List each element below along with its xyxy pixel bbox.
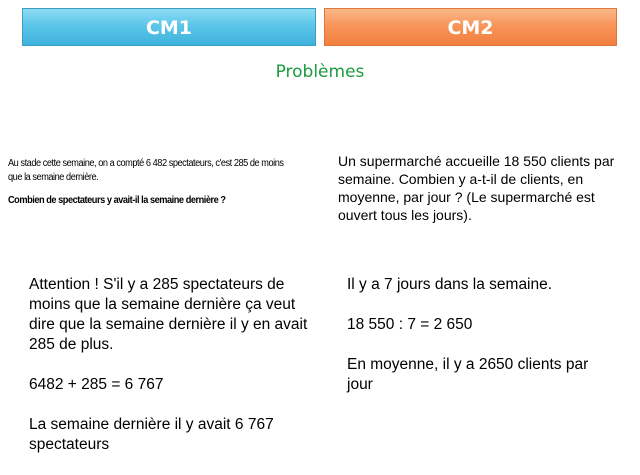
cm2-answer xyxy=(347,275,617,415)
cm1-problem xyxy=(8,157,293,208)
cm2-problem-statement: Un supermarché accueille 18 550 clients par semaine. Combien y a-t-il de clients, en moyenne, par jour ? (Le supermarché est ouvert tous les jours). xyxy=(338,153,615,223)
cm2-answer-explanation: Il y a 7 jours dans la semaine. xyxy=(347,276,553,293)
cm2-answer-calculation: 18 550 : 7 = 2 650 xyxy=(347,316,473,333)
cm1-problem-question: Combien de spectateurs y avait-il la semaine dernière ? xyxy=(8,195,226,206)
cm1-answer-explanation: Attention ! S'il y a 285 spectateurs de moins que la semaine dernière ça veut dire que la semaine dernière il y en avait 285 de plus. xyxy=(29,276,308,353)
cm1-answer-conclusion: La semaine dernière il y avait 6 767 spectateurs xyxy=(29,416,274,453)
tab-cm1[interactable]: CM1 xyxy=(22,8,316,46)
cm1-problem-statement: Au stade cette semaine, on a compté 6 482 spectateurs, c'est 285 de moins que la semaine dernière. xyxy=(8,158,284,183)
cm2-problem xyxy=(338,152,628,224)
cm1-answer-calculation: 6482 + 285 = 6 767 xyxy=(29,376,164,393)
cm2-answer-conclusion: En moyenne, il y a 2650 clients par jour xyxy=(347,356,589,393)
page-title: Problèmes xyxy=(275,62,365,82)
cm1-answer xyxy=(29,275,319,475)
tab-cm2[interactable]: CM2 xyxy=(324,8,617,46)
